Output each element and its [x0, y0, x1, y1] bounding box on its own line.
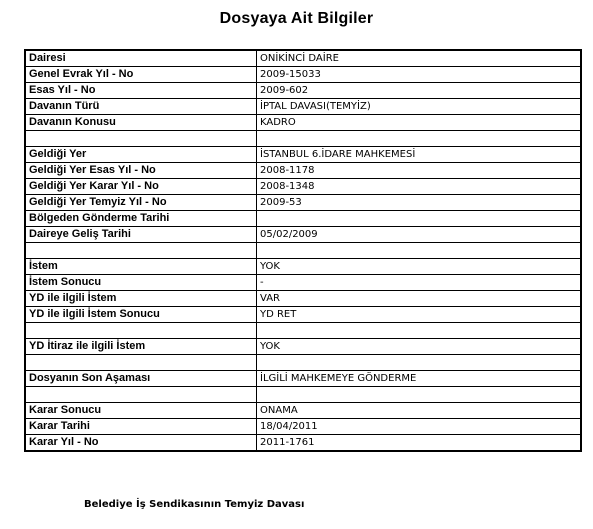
row-value: [257, 355, 582, 371]
row-value: 2009-602: [257, 83, 582, 99]
row-value: ONAMA: [257, 403, 582, 419]
row-value: İLGİLİ MAHKEMEYE GÖNDERME: [257, 371, 582, 387]
row-label: Geldiği Yer Karar Yıl - No: [25, 179, 257, 195]
row-value: 2009-15033: [257, 67, 582, 83]
row-label: [25, 387, 257, 403]
row-value: 2009-53: [257, 195, 582, 211]
row-label: Bölgeden Gönderme Tarihi: [25, 211, 257, 227]
row-label: Karar Yıl - No: [25, 435, 257, 452]
table-row: [25, 227, 581, 243]
table-row: [25, 99, 581, 115]
row-value: YOK: [257, 339, 582, 355]
table-row: [25, 371, 581, 387]
table-row: [25, 307, 581, 323]
table-row: [25, 243, 581, 259]
table-row: [25, 67, 581, 83]
table-row: [25, 323, 581, 339]
table-row: [25, 339, 581, 355]
table-row: [25, 163, 581, 179]
row-value: 05/02/2009: [257, 227, 582, 243]
table-row: [25, 211, 581, 227]
table-row: [25, 83, 581, 99]
row-label: [25, 355, 257, 371]
row-label: Karar Sonucu: [25, 403, 257, 419]
row-value: ONİKİNCİ DAİRE: [257, 50, 582, 67]
row-value: YOK: [257, 259, 582, 275]
row-value: İPTAL DAVASI(TEMYİZ): [257, 99, 582, 115]
table-row: [25, 419, 581, 435]
table-row: [25, 387, 581, 403]
table-row: [25, 147, 581, 163]
table-row: [25, 115, 581, 131]
row-label: Davanın Konusu: [25, 115, 257, 131]
row-value: VAR: [257, 291, 582, 307]
row-label: Geldiği Yer Esas Yıl - No: [25, 163, 257, 179]
table-row: [25, 291, 581, 307]
row-value: [257, 243, 582, 259]
row-value: 2008-1178: [257, 163, 582, 179]
table-row: [25, 195, 581, 211]
row-label: Karar Tarihi: [25, 419, 257, 435]
row-label: YD İtiraz ile ilgili İstem: [25, 339, 257, 355]
row-value: KADRO: [257, 115, 582, 131]
table-row: [25, 179, 581, 195]
row-label: [25, 131, 257, 147]
table-row: [25, 435, 581, 452]
row-value: 2011-1761: [257, 435, 582, 452]
table-row: [25, 259, 581, 275]
row-value: [257, 387, 582, 403]
row-label: İstem Sonucu: [25, 275, 257, 291]
row-label: Dosyanın Son Aşaması: [25, 371, 257, 387]
row-label: Davanın Türü: [25, 99, 257, 115]
row-label: [25, 243, 257, 259]
footer-caption: Belediye İş Sendikasının Temyiz Davası: [84, 499, 305, 510]
row-label: Esas Yıl - No: [25, 83, 257, 99]
row-value: 18/04/2011: [257, 419, 582, 435]
row-label: Geldiği Yer: [25, 147, 257, 163]
table-row: [25, 355, 581, 371]
row-value: [257, 131, 582, 147]
row-label: Dairesi: [25, 50, 257, 67]
row-label: İstem: [25, 259, 257, 275]
row-label: Geldiği Yer Temyiz Yıl - No: [25, 195, 257, 211]
row-label: Genel Evrak Yıl - No: [25, 67, 257, 83]
row-label: Daireye Geliş Tarihi: [25, 227, 257, 243]
table-row: [25, 275, 581, 291]
row-value: [257, 211, 582, 227]
table-row: [25, 131, 581, 147]
row-value: -: [257, 275, 582, 291]
row-value: [257, 323, 582, 339]
row-label: YD ile ilgili İstem: [25, 291, 257, 307]
table-row: [25, 403, 581, 419]
page-title: Dosyaya Ait Bilgiler: [219, 10, 374, 27]
table-row: [25, 50, 581, 67]
row-value: YD RET: [257, 307, 582, 323]
case-info-table: [24, 49, 582, 452]
row-label: YD ile ilgili İstem Sonucu: [25, 307, 257, 323]
row-value: 2008-1348: [257, 179, 582, 195]
row-value: İSTANBUL 6.İDARE MAHKEMESİ: [257, 147, 582, 163]
row-label: [25, 323, 257, 339]
